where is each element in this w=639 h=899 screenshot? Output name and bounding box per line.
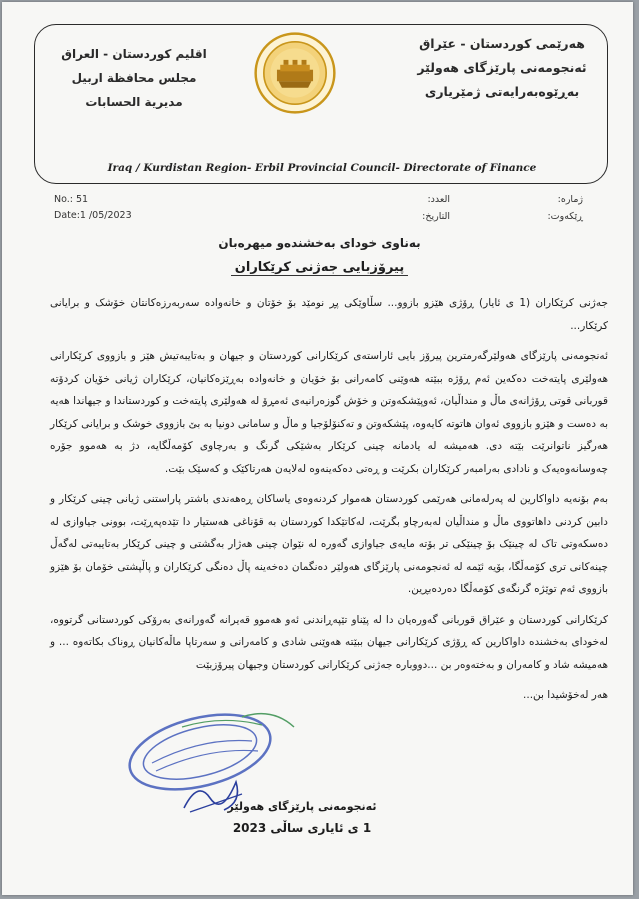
letterhead-ku-line-2: ئەنجومەنی پارێزگای هەولێر — [417, 60, 587, 75]
body-paragraph-2: ئەنجومەنی پارێزگای هەولێرگەرمترین پیرۆز بایی ئاراستەی کرێکارانی کوردستان و جیهان و بەتایبەتیش هێز و بازووی کرێکارانی هەولێری پایتەخت دەکەین ئەم ڕۆژە ببێتە هەوێنی کامەرانی بۆ خۆیان و خانەوادە بەڕێزەکانیان، کرێکاران ژیانی خۆیان کردۆتە قوربانی قوتی ڕۆژانەی ماڵ و منداڵیان، ئەوپێشکەوتن و خۆش گوزەرانیەی ئەمڕۆ لە هەولێری پایتەخت و کوردستاندا و جیهاندا هەیە بە دەست و هێزو بازووی ئەوان هاتوتە کایەوە، پێشکەوتن و تەکنۆلۆجیا و ماڵ و سامانی دونیا بە بێ بازووی خوشک و برایانی کرێکار هەرگیز ناتوانرێت بێتە دی. هەمیشە لە یادمانە چینی کرێکار بەشێکی گرنگ و بەرچاوی کۆمەڵگایە، دژ بە هەموو جۆرە چەوسانەوەیەک و نادادی بەرامبەر کرێکاران بکرێت و ڕەتی دەکەینەوە لەلایەن هەرتاکێک و کەسێک بێت. — [50, 350, 608, 475]
body-paragraph-3: بەم بۆنەیە داواکارین لە پەرلەمانی هەرێمی کوردستان هەموار کردنەوەی یاساکان ڕەهەندی باشتر پاراستنی ژیانی چینی کرێکار و دابین کردنی داهاتووی ماڵ و منداڵیان لەبەرچاو بگرێت، لەکاتێکدا کوردستان بە قۆناغی هەستیار دا تێدەپەڕێت، بوونی جیاوازی لە دەسکەوتی تاک لە چینێک بۆ چینێکی تر بۆتە مایەی جیاوازی گەورە لە نێوان چینی هەژار بەگشتی و چینی کرێکار بەتایبەتی لەگەڵ چینەکانی تری کۆمەڵگا، بۆیە ئێمە لە ئەنجومەنی پارێزگای هەولێر دەنگمان دەخەینە پاڵ دەنگی کرێکاران و پاڵپشتی خۆمان بۆ هێزو بازووی ئەم توێژە گرنگەی کۆمەڵگا دەردەبڕین. — [50, 493, 608, 595]
reference-date-ar-label: التاريخ: — [422, 211, 450, 222]
letterhead-ar-line-1: اقليم كوردستان - العراق — [61, 47, 207, 61]
letterhead-kurdish — [417, 32, 587, 104]
letter-body — [50, 292, 608, 715]
letterhead-ku-line-1: هەرێمی کوردستان - عێراق — [419, 36, 585, 51]
letterhead-ku-line-3: بەڕێوەبەرایەتی ژمێریاری — [424, 84, 580, 99]
document-title-text: پیرۆزبایی جەژنی کرێکاران — [231, 260, 408, 276]
basmala-heading: بەناوی خودای بەخشندەو میهرەبان — [218, 236, 421, 250]
letterhead-english-subtitle: Iraq / Kurdistan Region- Erbil Provincial Council- Directorate of Finance — [107, 162, 537, 174]
letterhead-ar-line-3: مديرية الحسابات — [85, 95, 183, 109]
reference-date-ku-label: ڕێکەوت: — [547, 211, 583, 222]
reference-number: No.: 51 — [54, 194, 89, 205]
document-title — [2, 260, 633, 275]
body-paragraph-5: هەر لەخۆشیدا بن... — [523, 689, 608, 701]
council-seal-logo — [254, 32, 336, 114]
reference-number-ar-label: العدد: — [427, 194, 450, 205]
signature-organization: ئەنجومەنی پارێزگای هەولێر — [227, 800, 377, 813]
body-paragraph-4: کرێکارانی کوردستان و عێراق قوربانی گەورەیان دا لە پێناو تێپەڕاندنی ئەو هەموو قەیرانە گەورانەی بەرۆکی کوردستانی گرتووە، لەخودای بەخشندە داواکارین کە ڕۆژی کرێکارانی جیهان ببێتە هەوێنی شادی و کامەرانی و سەرتاپا ماڵەکانیان ڕوناک بکاتەوە ... و هەمیشە شاد و کامەران و بەختەوەر بن ...دووبارە جەژنی کرێکارانی کوردستان وجیهان پیرۆزبێت — [50, 613, 608, 671]
letterhead-ar-line-2: مجلس محافظة اربيل — [71, 71, 197, 85]
reference-number-ku-label: ژمارە: — [557, 194, 583, 205]
signature-block — [202, 800, 402, 835]
document-page — [2, 2, 633, 895]
reference-date: Date:1 /05/2023 — [54, 210, 132, 221]
body-paragraph-1: جەژنی کرێکاران (1 ی ئایار) ڕۆژی هێزو بازوو... سڵاوێکی پڕ نومێد بۆ خۆتان و خانەوادە سەربەرزەکانتان خۆشک و برایانی کرێکار... — [50, 297, 608, 332]
letterhead-arabic — [54, 42, 214, 114]
signature-date: 1 ی ئایاری ساڵی 2023 — [232, 821, 372, 835]
